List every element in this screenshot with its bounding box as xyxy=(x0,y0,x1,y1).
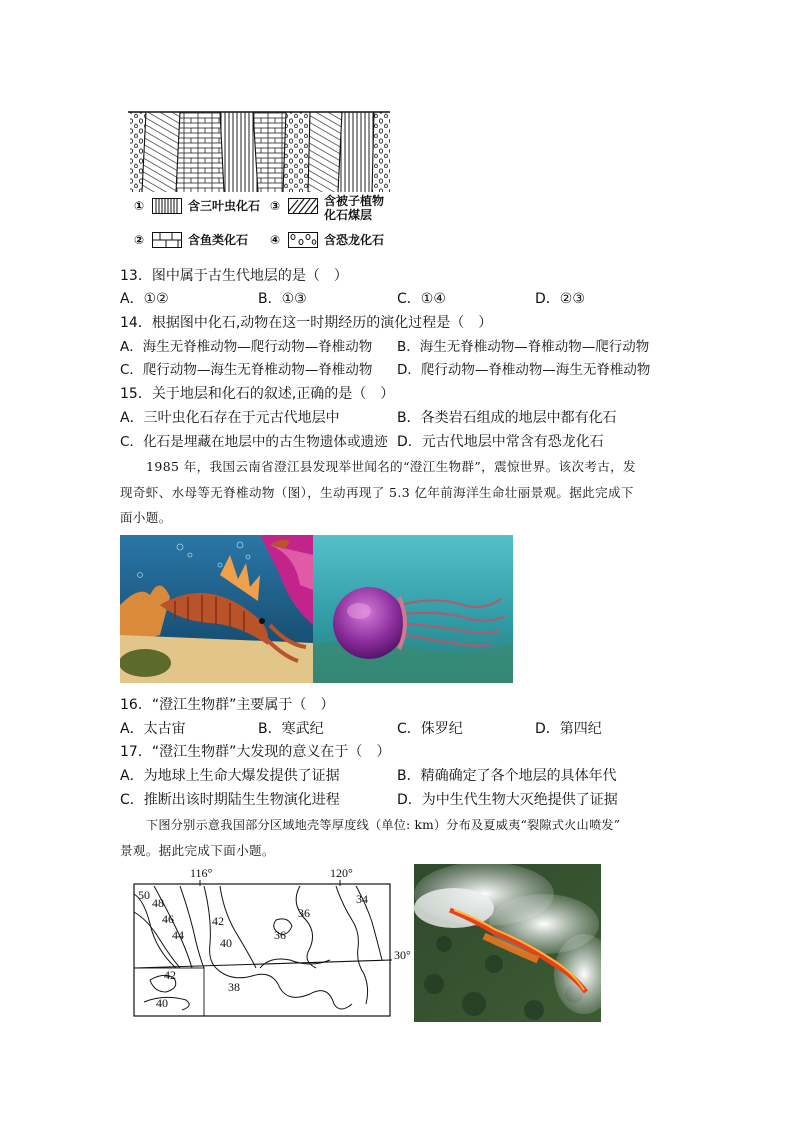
legend-text-2: 含鱼类化石 xyxy=(188,233,249,247)
strata-legend xyxy=(132,194,402,250)
q17-option-d[interactable]: D．为中生代生物大灭绝提供了证据 xyxy=(397,792,618,808)
trilobite-swatch-icon xyxy=(152,198,182,214)
lon-116-label: 116° xyxy=(190,866,213,880)
q14-option-b[interactable]: B．海生无脊椎动物—脊椎动物—爬行动物 xyxy=(397,339,650,355)
contour-label-48: 48 xyxy=(152,896,164,910)
legend-text-1: 含三叶虫化石 xyxy=(188,199,261,213)
fish-swatch-icon xyxy=(152,232,182,248)
contour-label-50: 50 xyxy=(138,888,150,902)
contour-label-40-south: 40 xyxy=(156,996,168,1010)
crust-thickness-map xyxy=(120,864,410,1022)
legend-text-3b: 化石煤层 xyxy=(324,208,373,222)
contour-label-36-east: 36 xyxy=(298,906,310,920)
q16-stem: 16．“澄江生物群”主要属于（ ） xyxy=(120,697,335,713)
fissure-eruption-photo xyxy=(414,864,601,1022)
contour-label-46: 46 xyxy=(162,912,174,926)
q15-option-a[interactable]: A．三叶虫化石存在于元古代地层中 xyxy=(120,410,340,426)
dinosaur-swatch-icon xyxy=(288,232,318,248)
lon-120-label: 120° xyxy=(330,866,353,880)
passage1-line1: 1985 年，我国云南省澄江县发现举世闻名的“澄江生物群”，震惊世界。该次考古，发 xyxy=(146,459,636,474)
legend-text-4: 含恐龙化石 xyxy=(324,233,385,247)
q17-stem: 17．“澄江生物群”大发现的意义在于（ ） xyxy=(120,744,391,760)
q14-option-c[interactable]: C．爬行动物—海生无脊椎动物—脊椎动物 xyxy=(120,362,373,378)
q13-option-d[interactable]: D．②③ xyxy=(535,291,585,307)
legend-num-4: ④ xyxy=(270,233,281,247)
contour-label-40-north: 40 xyxy=(220,936,232,950)
q16-option-c[interactable]: C．侏罗纪 xyxy=(397,721,463,737)
contour-label-42-south: 42 xyxy=(164,968,176,982)
q14-option-a[interactable]: A．海生无脊椎动物—爬行动物—脊椎动物 xyxy=(120,339,373,355)
q17-option-b[interactable]: B．精确确定了各个地层的具体年代 xyxy=(397,768,617,784)
legend-num-2: ② xyxy=(134,233,145,247)
legend-num-3: ③ xyxy=(270,199,281,213)
q13-option-b[interactable]: B．①③ xyxy=(258,291,307,307)
anomalocaris-illustration xyxy=(120,535,313,683)
q16-option-b[interactable]: B．寒武纪 xyxy=(258,721,324,737)
q15-stem: 15．关于地层和化石的叙述,正确的是（ ） xyxy=(120,386,395,402)
passage2-line2: 景观。据此完成下面小题。 xyxy=(120,843,275,858)
passage2-line1: 下图分别示意我国部分区域地壳等厚度线（单位: km）分布及夏威夷“裂隙式火山喷发” xyxy=(146,818,621,832)
q15-option-c[interactable]: C．化石是埋藏在地层中的古生物遗体或遗迹 xyxy=(120,434,388,450)
legend-text-3a: 含被子植物 xyxy=(324,194,385,208)
q13-option-c[interactable]: C．①④ xyxy=(397,291,446,307)
contour-label-42-north: 42 xyxy=(212,914,224,928)
q17-option-a[interactable]: A．为地球上生命大爆发提供了证据 xyxy=(120,768,340,784)
strata-diagram xyxy=(128,108,393,194)
contour-label-44: 44 xyxy=(172,928,184,942)
passage1-line3: 面小题。 xyxy=(120,510,172,525)
lat-30-label: 30° xyxy=(394,948,411,962)
passage1-line2: 现奇虾、水母等无脊椎动物（图），生动再现了 5.3 亿年前海洋生命壮丽景观。据此完成下 xyxy=(120,485,634,500)
q14-option-d[interactable]: D．爬行动物—脊椎动物—海生无脊椎动物 xyxy=(397,362,651,378)
q13-option-a[interactable]: A．①② xyxy=(120,291,169,307)
contour-label-34: 34 xyxy=(356,892,368,906)
legend-num-1: ① xyxy=(134,199,145,213)
q15-option-d[interactable]: D．元古代地层中常含有恐龙化石 xyxy=(397,434,604,450)
q16-option-a[interactable]: A．太古宙 xyxy=(120,721,186,737)
contour-label-38: 38 xyxy=(228,980,240,994)
q15-option-b[interactable]: B．各类岩石组成的地层中都有化石 xyxy=(397,410,617,426)
q17-option-c[interactable]: C．推断出该时期陆生生物演化进程 xyxy=(120,792,340,808)
q13-stem: 13．图中属于古生代地层的是（ ） xyxy=(120,268,348,284)
jellyfish-photo xyxy=(313,535,513,683)
q16-option-d[interactable]: D．第四纪 xyxy=(535,721,602,737)
q14-stem: 14．根据图中化石,动物在这一时期经历的演化过程是（ ） xyxy=(120,315,493,331)
angiosperm-swatch-icon xyxy=(288,198,318,214)
contour-label-36-center: 36 xyxy=(274,928,286,942)
